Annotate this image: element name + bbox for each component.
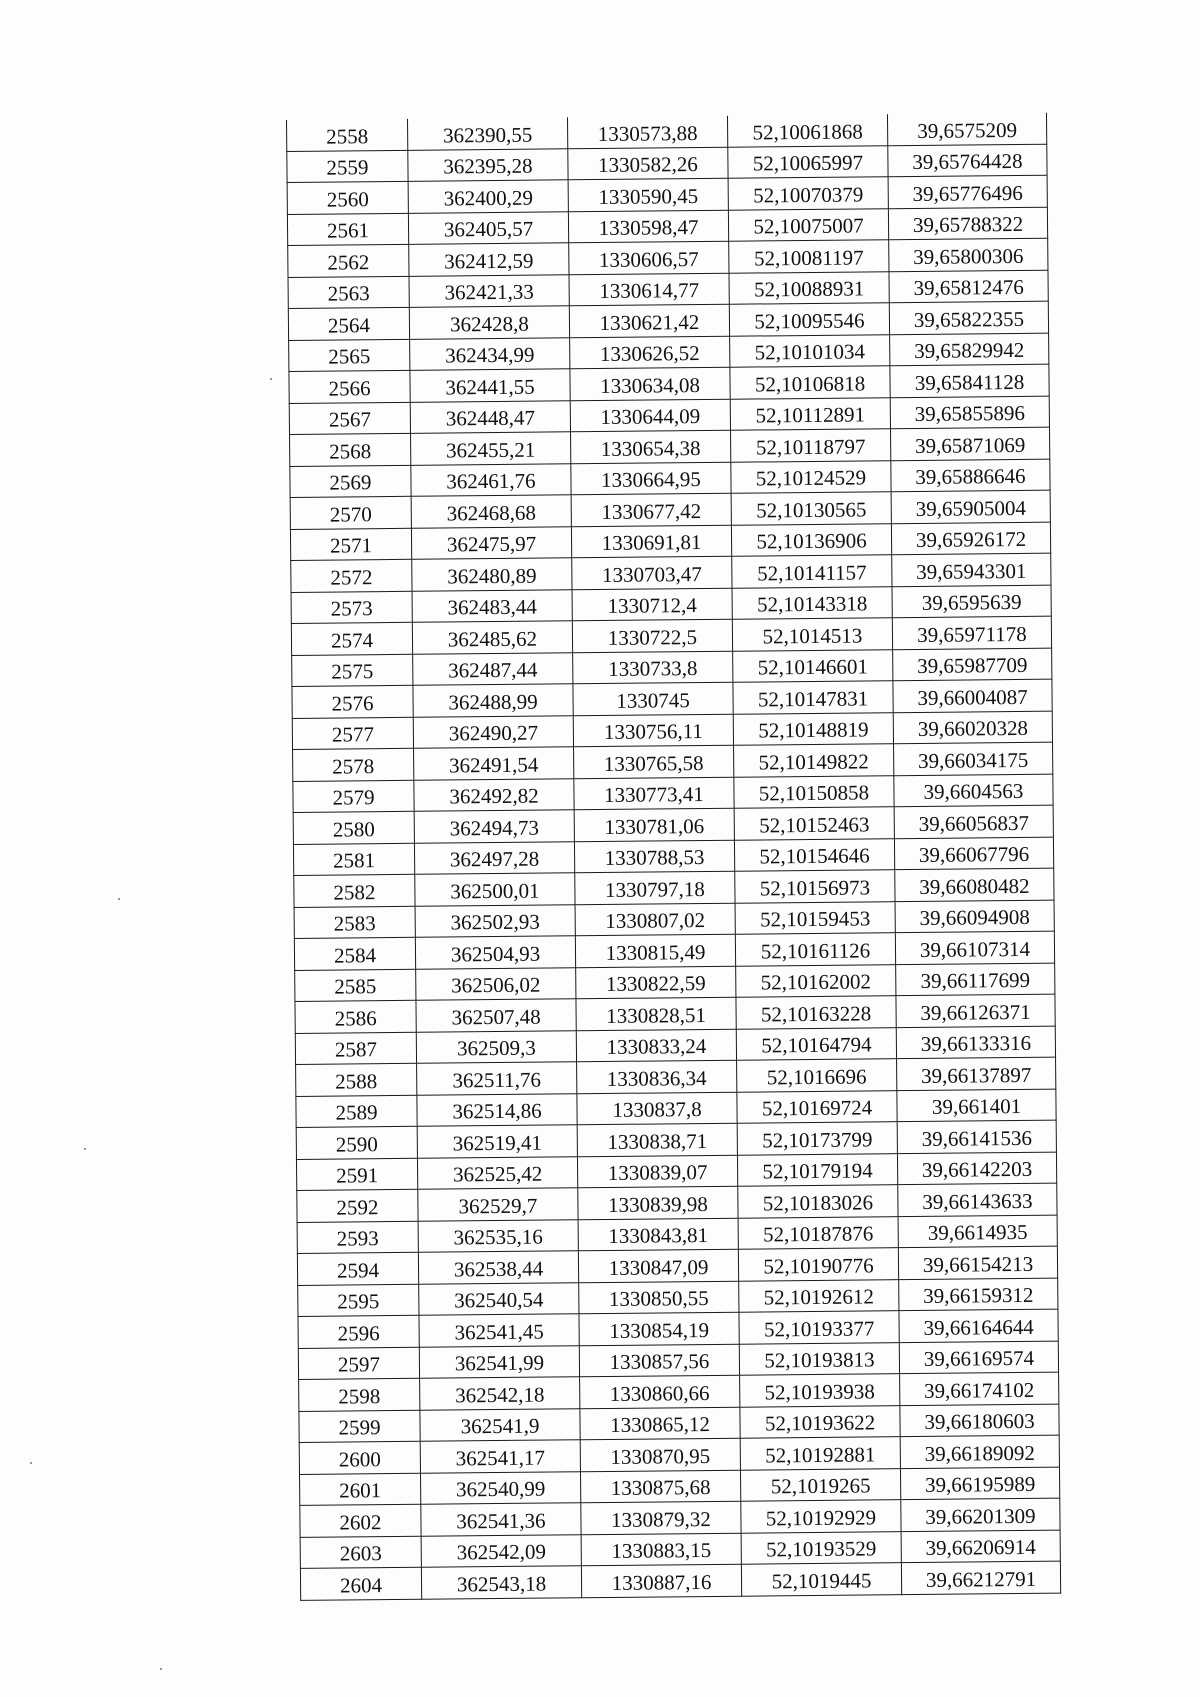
point-number-cell: 2603	[300, 1536, 421, 1569]
latitude-cell: 52,10193529	[741, 1531, 901, 1564]
longitude-cell: 39,65800306	[889, 238, 1048, 271]
longitude-cell: 39,66195989	[900, 1467, 1059, 1500]
longitude-cell: 39,65943301	[892, 553, 1051, 586]
latitude-cell: 52,10193622	[740, 1405, 900, 1438]
longitude-cell: 39,66174102	[900, 1372, 1059, 1405]
coordinates-table	[286, 113, 1061, 1601]
point-number-cell: 2564	[288, 307, 409, 340]
latitude-cell: 52,10169724	[737, 1090, 897, 1123]
x-coordinate-cell: 362541,17	[420, 1440, 580, 1473]
y-coordinate-cell: 1330703,47	[572, 556, 732, 589]
latitude-cell: 52,10173799	[737, 1122, 897, 1155]
longitude-cell: 39,66094908	[895, 900, 1054, 933]
y-coordinate-cell: 1330773,41	[574, 777, 734, 810]
longitude-cell: 39,66143633	[898, 1183, 1057, 1216]
x-coordinate-cell: 362390,55	[407, 117, 567, 150]
latitude-cell: 52,10146601	[733, 649, 893, 682]
y-coordinate-cell: 1330807,02	[575, 903, 735, 936]
x-coordinate-cell: 362412,59	[409, 243, 569, 276]
y-coordinate-cell: 1330833,24	[576, 1029, 736, 1062]
x-coordinate-cell: 362485,62	[412, 621, 572, 654]
latitude-cell: 52,10193813	[739, 1342, 899, 1375]
y-coordinate-cell: 1330828,51	[576, 997, 736, 1030]
latitude-cell: 52,10081197	[729, 240, 889, 273]
x-coordinate-cell: 362540,54	[419, 1282, 579, 1315]
point-number-cell: 2600	[299, 1441, 420, 1474]
scan-speck	[270, 378, 272, 380]
y-coordinate-cell: 1330677,42	[571, 493, 731, 526]
x-coordinate-cell: 362535,16	[418, 1219, 578, 1252]
longitude-cell: 39,65871069	[890, 427, 1049, 460]
point-number-cell: 2581	[293, 843, 414, 876]
point-number-cell: 2568	[290, 433, 411, 466]
y-coordinate-cell: 1330843,81	[578, 1218, 738, 1251]
point-number-cell: 2570	[290, 496, 411, 529]
x-coordinate-cell: 362492,82	[414, 778, 574, 811]
y-coordinate-cell: 1330614,77	[569, 273, 729, 306]
longitude-cell: 39,65822355	[889, 301, 1048, 334]
x-coordinate-cell: 362488,99	[413, 684, 573, 717]
latitude-cell: 52,1016696	[737, 1059, 897, 1092]
longitude-cell: 39,65855896	[890, 396, 1049, 429]
latitude-cell: 52,10136906	[731, 523, 891, 556]
point-number-cell: 2586	[295, 1000, 416, 1033]
y-coordinate-cell: 1330854,19	[579, 1312, 739, 1345]
longitude-cell: 39,66180603	[900, 1404, 1059, 1437]
latitude-cell: 52,10095546	[729, 303, 889, 336]
x-coordinate-cell: 362461,76	[411, 463, 571, 496]
y-coordinate-cell: 1330879,32	[581, 1501, 741, 1534]
x-coordinate-cell: 362497,28	[414, 841, 574, 874]
y-coordinate-cell: 1330875,68	[580, 1470, 740, 1503]
latitude-cell: 52,1014513	[732, 618, 892, 651]
longitude-cell: 39,661401	[897, 1089, 1056, 1122]
longitude-cell: 39,65886646	[891, 459, 1050, 492]
latitude-cell: 52,10190776	[738, 1248, 898, 1281]
longitude-cell: 39,66142203	[897, 1152, 1056, 1185]
point-number-cell: 2575	[292, 654, 413, 687]
y-coordinate-cell: 1330756,11	[573, 714, 733, 747]
x-coordinate-cell: 362507,48	[416, 999, 576, 1032]
longitude-cell: 39,66107314	[895, 931, 1054, 964]
x-coordinate-cell: 362490,27	[413, 715, 573, 748]
x-coordinate-cell: 362421,33	[409, 274, 569, 307]
x-coordinate-cell: 362455,21	[411, 432, 571, 465]
longitude-cell: 39,65841128	[890, 364, 1049, 397]
y-coordinate-cell: 1330836,34	[577, 1060, 737, 1093]
longitude-cell: 39,66212791	[901, 1561, 1060, 1594]
latitude-cell: 52,10150858	[734, 775, 894, 808]
longitude-cell: 39,66056837	[894, 805, 1053, 838]
y-coordinate-cell: 1330626,52	[570, 336, 730, 369]
point-number-cell: 2593	[297, 1221, 418, 1254]
latitude-cell: 52,10154646	[734, 838, 894, 871]
longitude-cell: 39,66159312	[899, 1278, 1058, 1311]
latitude-cell: 52,10156973	[735, 870, 895, 903]
latitude-cell: 52,10159453	[735, 901, 895, 934]
x-coordinate-cell: 362509,3	[416, 1030, 576, 1063]
y-coordinate-cell: 1330822,59	[576, 966, 736, 999]
longitude-cell: 39,65776496	[888, 175, 1047, 208]
y-coordinate-cell: 1330745	[573, 682, 733, 715]
y-coordinate-cell: 1330582,26	[568, 147, 728, 180]
longitude-cell: 39,66141536	[897, 1120, 1056, 1153]
y-coordinate-cell: 1330654,38	[571, 430, 731, 463]
point-number-cell: 2588	[296, 1063, 417, 1096]
latitude-cell: 52,10161126	[735, 933, 895, 966]
latitude-cell: 52,10183026	[738, 1185, 898, 1218]
point-number-cell: 2596	[298, 1315, 419, 1348]
x-coordinate-cell: 362491,54	[414, 747, 574, 780]
y-coordinate-cell: 1330590,45	[568, 178, 728, 211]
latitude-cell: 52,10065997	[728, 145, 888, 178]
point-number-cell: 2584	[294, 937, 415, 970]
x-coordinate-cell: 362405,57	[408, 211, 568, 244]
y-coordinate-cell: 1330865,12	[580, 1407, 740, 1440]
longitude-cell: 39,65926172	[891, 522, 1050, 555]
point-number-cell: 2602	[300, 1504, 421, 1537]
x-coordinate-cell: 362541,9	[420, 1408, 580, 1441]
x-coordinate-cell: 362502,93	[415, 904, 575, 937]
y-coordinate-cell: 1330691,81	[571, 525, 731, 558]
x-coordinate-cell: 362540,99	[420, 1471, 580, 1504]
point-number-cell: 2590	[296, 1126, 417, 1159]
latitude-cell: 52,10118797	[730, 429, 890, 462]
y-coordinate-cell: 1330883,15	[581, 1533, 741, 1566]
y-coordinate-cell: 1330722,5	[572, 619, 732, 652]
y-coordinate-cell: 1330870,95	[580, 1438, 740, 1471]
y-coordinate-cell: 1330797,18	[575, 871, 735, 904]
longitude-cell: 39,66206914	[901, 1530, 1060, 1563]
x-coordinate-cell: 362475,97	[411, 526, 571, 559]
longitude-cell: 39,65764428	[888, 144, 1047, 177]
point-number-cell: 2572	[291, 559, 412, 592]
y-coordinate-cell: 1330847,09	[578, 1249, 738, 1282]
longitude-cell: 39,6604563	[894, 774, 1053, 807]
x-coordinate-cell: 362541,36	[421, 1503, 581, 1536]
latitude-cell: 52,10088931	[729, 271, 889, 304]
x-coordinate-cell: 362468,68	[411, 495, 571, 528]
latitude-cell: 52,10106818	[730, 366, 890, 399]
x-coordinate-cell: 362400,29	[408, 180, 568, 213]
scan-speck	[118, 898, 120, 900]
point-number-cell: 2589	[296, 1095, 417, 1128]
latitude-cell: 52,10101034	[730, 334, 890, 367]
x-coordinate-cell: 362494,73	[414, 810, 574, 843]
y-coordinate-cell: 1330839,98	[578, 1186, 738, 1219]
y-coordinate-cell: 1330606,57	[569, 241, 729, 274]
longitude-cell: 39,66169574	[899, 1341, 1058, 1374]
point-number-cell: 2587	[295, 1032, 416, 1065]
latitude-cell: 52,10143318	[732, 586, 892, 619]
longitude-cell: 39,66189092	[900, 1435, 1059, 1468]
point-number-cell: 2577	[292, 717, 413, 750]
x-coordinate-cell: 362441,55	[410, 369, 570, 402]
point-number-cell: 2582	[294, 874, 415, 907]
x-coordinate-cell: 362395,28	[408, 148, 568, 181]
longitude-cell: 39,66080482	[895, 868, 1054, 901]
point-number-cell: 2563	[288, 276, 409, 309]
y-coordinate-cell: 1330860,66	[580, 1375, 740, 1408]
point-number-cell: 2567	[289, 402, 410, 435]
y-coordinate-cell: 1330781,06	[574, 808, 734, 841]
x-coordinate-cell: 362525,42	[417, 1156, 577, 1189]
longitude-cell: 39,66126371	[896, 994, 1055, 1027]
longitude-cell: 39,6575209	[887, 113, 1046, 146]
point-number-cell: 2565	[289, 339, 410, 372]
scan-speck	[30, 1462, 32, 1464]
latitude-cell: 52,10149822	[734, 744, 894, 777]
latitude-cell: 52,10162002	[736, 964, 896, 997]
x-coordinate-cell: 362448,47	[410, 400, 570, 433]
point-number-cell: 2560	[287, 181, 408, 214]
x-coordinate-cell: 362514,86	[417, 1093, 577, 1126]
longitude-cell: 39,6614935	[898, 1215, 1057, 1248]
x-coordinate-cell: 362500,01	[415, 873, 575, 906]
y-coordinate-cell: 1330573,88	[567, 116, 727, 149]
y-coordinate-cell: 1330644,09	[570, 399, 730, 432]
x-coordinate-cell: 362542,18	[420, 1377, 580, 1410]
point-number-cell: 2576	[292, 685, 413, 718]
y-coordinate-cell: 1330634,08	[570, 367, 730, 400]
latitude-cell: 52,10130565	[731, 492, 891, 525]
longitude-cell: 39,66137897	[897, 1057, 1056, 1090]
point-number-cell: 2561	[287, 213, 408, 246]
longitude-cell: 39,65829942	[890, 333, 1049, 366]
latitude-cell: 52,1019265	[740, 1468, 900, 1501]
y-coordinate-cell: 1330598,47	[568, 210, 728, 243]
latitude-cell: 52,10187876	[738, 1216, 898, 1249]
point-number-cell: 2559	[287, 150, 408, 183]
table-row	[300, 1561, 1060, 1600]
x-coordinate-cell: 362529,7	[418, 1188, 578, 1221]
longitude-cell: 39,66020328	[893, 711, 1052, 744]
latitude-cell: 52,10112891	[730, 397, 890, 430]
point-number-cell: 2579	[293, 780, 414, 813]
latitude-cell: 52,10061868	[727, 114, 887, 147]
latitude-cell: 52,10075007	[728, 208, 888, 241]
point-number-cell: 2571	[290, 528, 411, 561]
point-number-cell: 2601	[299, 1473, 420, 1506]
y-coordinate-cell: 1330765,58	[574, 745, 734, 778]
x-coordinate-cell: 362511,76	[417, 1062, 577, 1095]
point-number-cell: 2580	[293, 811, 414, 844]
y-coordinate-cell: 1330850,55	[579, 1281, 739, 1314]
longitude-cell: 39,65987709	[893, 648, 1052, 681]
longitude-cell: 39,65905004	[891, 490, 1050, 523]
latitude-cell: 52,10164794	[736, 1027, 896, 1060]
y-coordinate-cell: 1330815,49	[575, 934, 735, 967]
latitude-cell: 52,10147831	[733, 681, 893, 714]
x-coordinate-cell: 362538,44	[418, 1251, 578, 1284]
x-coordinate-cell: 362483,44	[412, 589, 572, 622]
longitude-cell: 39,65971178	[892, 616, 1051, 649]
point-number-cell: 2604	[300, 1567, 421, 1600]
point-number-cell: 2585	[295, 969, 416, 1002]
longitude-cell: 39,66154213	[898, 1246, 1057, 1279]
latitude-cell: 52,10070379	[728, 177, 888, 210]
longitude-cell: 39,66067796	[894, 837, 1053, 870]
x-coordinate-cell: 362542,09	[421, 1534, 581, 1567]
latitude-cell: 52,10192929	[741, 1500, 901, 1533]
y-coordinate-cell: 1330733,8	[573, 651, 733, 684]
point-number-cell: 2569	[290, 465, 411, 498]
point-number-cell: 2597	[298, 1347, 419, 1380]
latitude-cell: 52,10192612	[739, 1279, 899, 1312]
y-coordinate-cell: 1330664,95	[571, 462, 731, 495]
latitude-cell: 52,1019445	[741, 1563, 901, 1596]
x-coordinate-cell: 362434,99	[410, 337, 570, 370]
scan-speck	[160, 1668, 162, 1670]
y-coordinate-cell: 1330621,42	[569, 304, 729, 337]
longitude-cell: 39,66164644	[899, 1309, 1058, 1342]
point-number-cell: 2599	[299, 1410, 420, 1443]
longitude-cell: 39,66133316	[896, 1026, 1055, 1059]
longitude-cell: 39,6595639	[892, 585, 1051, 618]
latitude-cell: 52,10152463	[734, 807, 894, 840]
latitude-cell: 52,10124529	[731, 460, 891, 493]
y-coordinate-cell: 1330839,07	[577, 1155, 737, 1188]
x-coordinate-cell: 362487,44	[413, 652, 573, 685]
y-coordinate-cell: 1330838,71	[577, 1123, 737, 1156]
y-coordinate-cell: 1330857,56	[579, 1344, 739, 1377]
point-number-cell: 2578	[293, 748, 414, 781]
point-number-cell: 2592	[297, 1189, 418, 1222]
point-number-cell: 2591	[296, 1158, 417, 1191]
x-coordinate-cell: 362541,45	[419, 1314, 579, 1347]
latitude-cell: 52,10193938	[740, 1374, 900, 1407]
point-number-cell: 2566	[289, 370, 410, 403]
scan-speck	[84, 1148, 86, 1150]
latitude-cell: 52,10192881	[740, 1437, 900, 1470]
coordinates-table-body	[286, 113, 1060, 1600]
y-coordinate-cell: 1330837,8	[577, 1092, 737, 1125]
latitude-cell: 52,10193377	[739, 1311, 899, 1344]
latitude-cell: 52,10141157	[732, 555, 892, 588]
y-coordinate-cell: 1330788,53	[574, 840, 734, 873]
longitude-cell: 39,66117699	[896, 963, 1055, 996]
x-coordinate-cell: 362543,18	[421, 1566, 581, 1599]
x-coordinate-cell: 362428,8	[409, 306, 569, 339]
y-coordinate-cell: 1330887,16	[581, 1564, 741, 1597]
latitude-cell: 52,10179194	[737, 1153, 897, 1186]
point-number-cell: 2558	[286, 119, 407, 151]
longitude-cell: 39,66004087	[893, 679, 1052, 712]
longitude-cell: 39,65812476	[889, 270, 1048, 303]
x-coordinate-cell: 362504,93	[415, 936, 575, 969]
point-number-cell: 2598	[299, 1378, 420, 1411]
latitude-cell: 52,10163228	[736, 996, 896, 1029]
x-coordinate-cell: 362480,89	[412, 558, 572, 591]
point-number-cell: 2594	[297, 1252, 418, 1285]
point-number-cell: 2595	[298, 1284, 419, 1317]
point-number-cell: 2583	[294, 906, 415, 939]
x-coordinate-cell: 362541,99	[419, 1345, 579, 1378]
point-number-cell: 2562	[288, 244, 409, 277]
longitude-cell: 39,65788322	[888, 207, 1047, 240]
latitude-cell: 52,10148819	[733, 712, 893, 745]
y-coordinate-cell: 1330712,4	[572, 588, 732, 621]
x-coordinate-cell: 362506,02	[416, 967, 576, 1000]
point-number-cell: 2574	[291, 622, 412, 655]
point-number-cell: 2573	[291, 591, 412, 624]
x-coordinate-cell: 362519,41	[417, 1125, 577, 1158]
longitude-cell: 39,66201309	[901, 1498, 1060, 1531]
longitude-cell: 39,66034175	[894, 742, 1053, 775]
